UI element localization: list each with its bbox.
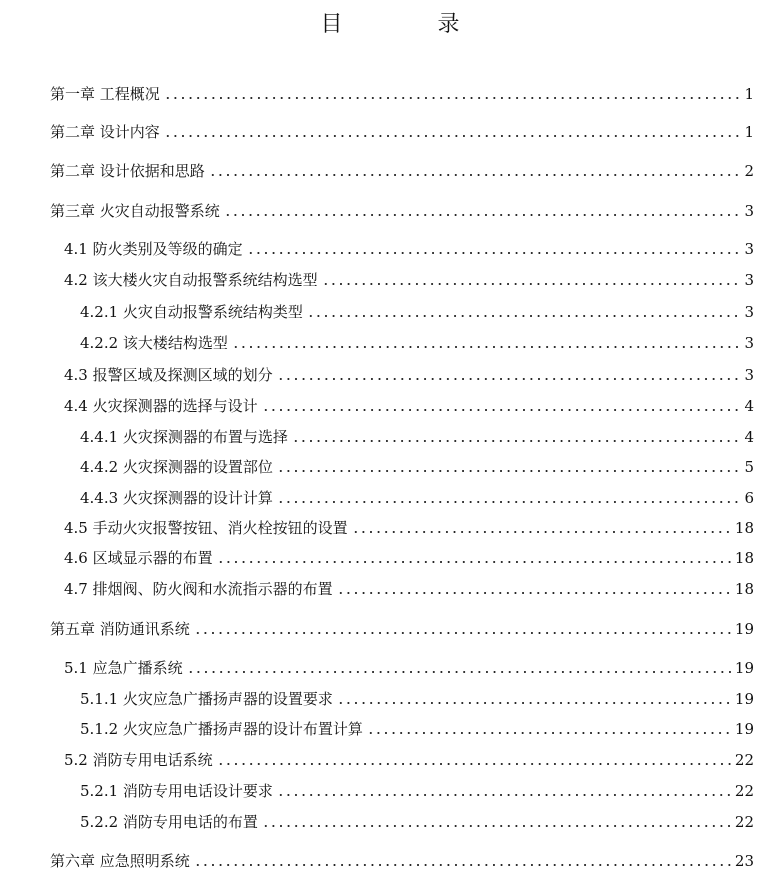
toc-entry-label: 4.3 报警区域及探测区域的划分	[64, 366, 273, 384]
toc-entry-page-number: 5	[744, 458, 754, 476]
dot-leader	[217, 560, 731, 564]
toc-entry[interactable]	[64, 268, 754, 290]
toc-entry[interactable]	[80, 486, 754, 508]
toc-entry-label: 4.2.1 火灾自动报警系统结构类型	[80, 303, 303, 321]
toc-entry-page-number: 22	[734, 751, 754, 769]
toc-entry-page-number: 4	[744, 428, 754, 446]
toc-entry-page-number: 3	[744, 303, 754, 321]
toc-entry-page-number: 6	[744, 489, 754, 507]
toc-entry-label: 5.1.1 火灾应急广播扬声器的设置要求	[80, 690, 333, 708]
dot-leader	[217, 762, 731, 766]
toc-entry[interactable]	[64, 656, 754, 678]
toc-entry[interactable]	[80, 687, 754, 709]
toc-entry[interactable]	[80, 717, 754, 739]
dot-leader	[194, 863, 731, 867]
dot-leader	[292, 439, 741, 443]
toc-entry-label: 5.2 消防专用电话系统	[64, 751, 213, 769]
toc-entry-label: 4.2.2 该大楼结构选型	[80, 334, 228, 352]
toc-entry[interactable]	[80, 300, 754, 322]
page-title: 目 录	[320, 12, 504, 37]
toc-entry-page-number: 19	[734, 720, 754, 738]
dot-leader	[224, 213, 741, 217]
toc-entry-page-number: 3	[744, 240, 754, 258]
dot-leader	[277, 377, 741, 381]
dot-leader	[337, 591, 731, 595]
toc-entry[interactable]	[64, 394, 754, 416]
toc-entry-label: 第六章 应急照明系统	[50, 852, 190, 870]
dot-leader	[194, 631, 731, 635]
toc-entry-page-number: 22	[734, 813, 754, 831]
toc-entry-label: 第一章 工程概况	[50, 85, 160, 103]
toc-entry-label: 4.1 防火类别及等级的确定	[64, 240, 243, 258]
dot-leader	[352, 530, 731, 534]
toc-entry-label: 第二章 设计依据和思路	[50, 162, 205, 180]
toc-entry-page-number: 18	[734, 549, 754, 567]
toc-entry[interactable]	[50, 82, 754, 104]
dot-leader	[277, 469, 741, 473]
toc-entry[interactable]	[50, 199, 754, 221]
toc-entry-page-number: 19	[734, 620, 754, 638]
toc-entry-label: 4.7 排烟阀、防火阀和水流指示器的布置	[64, 580, 333, 598]
toc-entry-label: 第二章 设计内容	[50, 123, 160, 141]
toc-entry-page-number: 3	[744, 202, 754, 220]
toc-entry-label: 4.4.3 火灾探测器的设计计算	[80, 489, 273, 507]
dot-leader	[247, 251, 741, 255]
dot-leader	[164, 96, 741, 100]
dot-leader	[187, 670, 731, 674]
toc-entry[interactable]	[50, 617, 754, 639]
dot-leader	[277, 500, 741, 504]
dot-leader	[232, 345, 741, 349]
toc-entry[interactable]	[64, 516, 754, 538]
toc-entry-label: 4.4.2 火灾探测器的设置部位	[80, 458, 273, 476]
toc-entry-label: 4.4.1 火灾探测器的布置与选择	[80, 428, 288, 446]
toc-entry-label: 5.2.2 消防专用电话的布置	[80, 813, 258, 831]
toc-entry-page-number: 19	[734, 659, 754, 677]
toc-entry-page-number: 3	[744, 334, 754, 352]
toc-entry[interactable]	[80, 425, 754, 447]
toc-entry-label: 5.2.1 消防专用电话设计要求	[80, 782, 273, 800]
toc-entry-label: 第三章 火灾自动报警系统	[50, 202, 220, 220]
dot-leader	[367, 731, 731, 735]
toc-entry-page-number: 1	[744, 85, 754, 103]
toc-entry[interactable]	[50, 849, 754, 871]
dot-leader	[307, 314, 741, 318]
dot-leader	[277, 793, 731, 797]
toc-entry-page-number: 23	[734, 852, 754, 870]
toc-entry-label: 4.2 该大楼火灾自动报警系统结构选型	[64, 271, 318, 289]
dot-leader	[209, 173, 741, 177]
toc-entry[interactable]	[64, 577, 754, 599]
dot-leader	[337, 701, 731, 705]
toc-entry-page-number: 2	[744, 162, 754, 180]
toc-entry-page-number: 3	[744, 366, 754, 384]
toc-entry[interactable]	[50, 159, 754, 181]
toc-entry-label: 第五章 消防通讯系统	[50, 620, 190, 638]
toc-entry-label: 4.6 区域显示器的布置	[64, 549, 213, 567]
toc-entry-page-number: 1	[744, 123, 754, 141]
dot-leader	[262, 408, 741, 412]
toc-entry[interactable]	[80, 455, 754, 477]
toc-entry[interactable]	[64, 546, 754, 568]
dot-leader	[164, 134, 741, 138]
dot-leader	[322, 282, 741, 286]
toc-entry-page-number: 19	[734, 690, 754, 708]
toc-entry[interactable]	[64, 237, 754, 259]
toc-entry[interactable]	[64, 748, 754, 770]
toc-entry[interactable]	[80, 810, 754, 832]
toc-entry-page-number: 3	[744, 271, 754, 289]
toc-entry[interactable]	[64, 363, 754, 385]
toc-entry-page-number: 4	[744, 397, 754, 415]
toc-entry[interactable]	[50, 120, 754, 142]
toc-entry-page-number: 18	[734, 519, 754, 537]
toc-entry-label: 5.1.2 火灾应急广播扬声器的设计布置计算	[80, 720, 363, 738]
toc-entry-page-number: 18	[734, 580, 754, 598]
toc-entry-label: 4.5 手动火灾报警按钮、消火栓按钮的设置	[64, 519, 348, 537]
toc-entry[interactable]	[80, 779, 754, 801]
toc-entry-page-number: 22	[734, 782, 754, 800]
toc-entry-label: 4.4 火灾探测器的选择与设计	[64, 397, 258, 415]
dot-leader	[262, 824, 731, 828]
toc-entry[interactable]	[80, 331, 754, 353]
toc-entry-label: 5.1 应急广播系统	[64, 659, 183, 677]
